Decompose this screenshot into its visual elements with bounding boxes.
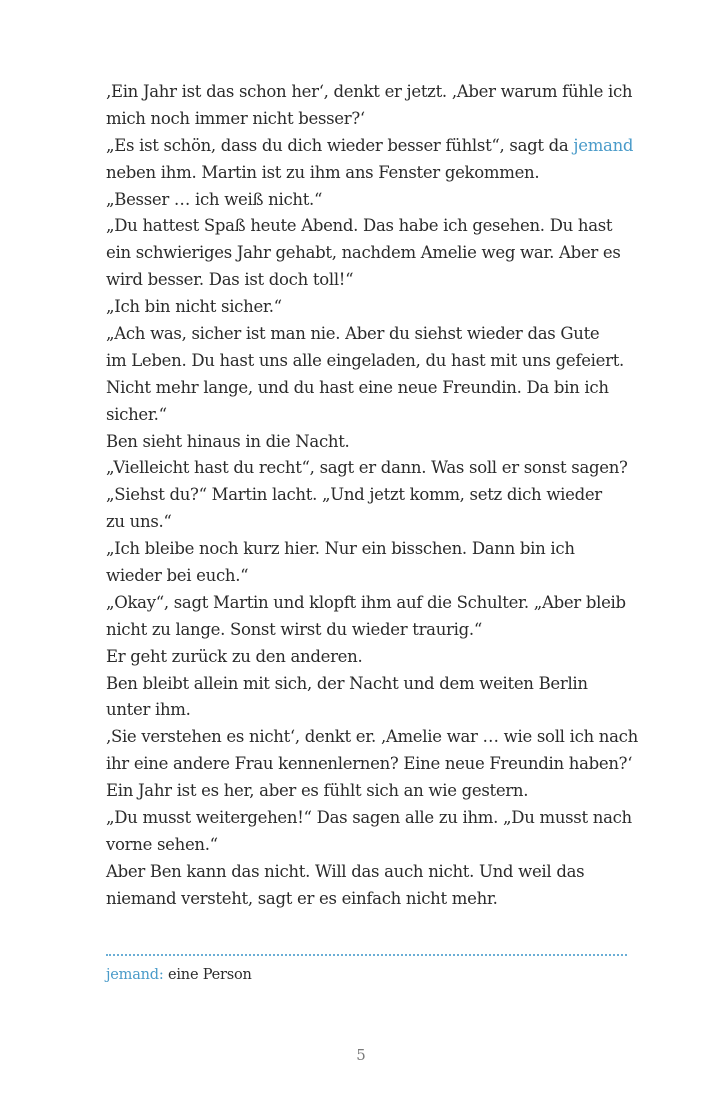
footnote-term: jemand:	[106, 967, 164, 983]
text-line: ein schwieriges Jahr gehabt, nachdem Amelie weg war. Aber es	[106, 243, 621, 263]
text-line: mich noch immer nicht besser?‘	[106, 108, 365, 128]
text-line: „Siehst du?“ Martin lacht. „Und jetzt komm, setz dich wieder	[106, 485, 602, 505]
text-line: ‚Sie verstehen es nicht‘, denkt er. ‚Amelie war … wie soll ich nach	[106, 727, 638, 747]
text-line: Er geht zurück zu den anderen.	[106, 646, 363, 666]
footnote-divider	[106, 954, 627, 956]
text-line: wieder bei euch.“	[106, 566, 249, 586]
text-line: Ein Jahr ist es her, aber es fühlt sich an wie gestern.	[106, 781, 529, 801]
text-line: niemand versteht, sagt er es einfach nicht mehr.	[106, 888, 498, 908]
glossary-link-jemand[interactable]: jemand	[573, 135, 634, 155]
text-line: vorne sehen.“	[106, 834, 218, 854]
text-line: sicher.“	[106, 404, 167, 424]
text-line: „Du hattest Spaß heute Abend. Das habe ich gesehen. Du hast	[106, 216, 613, 236]
story-text	[106, 79, 646, 913]
text-line: „Ach was, sicher ist man nie. Aber du siehst wieder das Gute	[106, 324, 600, 344]
glossary-footnote	[106, 964, 252, 986]
text-line	[106, 133, 646, 160]
text-line: Nicht mehr lange, und du hast eine neue Freundin. Da bin ich	[106, 377, 609, 397]
text-line: ‚Ein Jahr ist das schon her‘, denkt er jetzt. ‚Aber warum fühle ich	[106, 82, 633, 101]
text-line: „Ich bin nicht sicher.“	[106, 297, 282, 317]
text-line: „Okay“, sagt Martin und klopft ihm auf die Schulter. „Aber bleib	[106, 592, 626, 612]
text-line: ihr eine andere Frau kennenlernen? Eine neue Freundin haben?‘	[106, 754, 633, 774]
text-line: „Du musst weitergehen!“ Das sagen alle zu ihm. „Du musst nach	[106, 808, 632, 828]
text-line: Ben sieht hinaus in die Nacht.	[106, 431, 350, 451]
text-line: „Besser … ich weiß nicht.“	[106, 189, 323, 209]
text-line: im Leben. Du hast uns alle eingeladen, du hast mit uns gefeiert.	[106, 350, 624, 370]
text-segment: „Es ist schön, dass du dich wieder besser fühlst“, sagt da	[106, 135, 574, 155]
footnote-definition: eine Person	[163, 967, 252, 983]
text-line: wird besser. Das ist doch toll!“	[106, 270, 354, 290]
text-line: unter ihm.	[106, 700, 191, 720]
text-line: zu uns.“	[106, 512, 172, 532]
text-line: Ben bleibt allein mit sich, der Nacht und dem weiten Berlin	[106, 673, 588, 693]
text-line: „Vielleicht hast du recht“, sagt er dann. Was soll er sonst sagen?	[106, 458, 628, 478]
page-number: 5	[356, 1046, 366, 1064]
text-line: nicht zu lange. Sonst wirst du wieder traurig.“	[106, 619, 482, 639]
text-line: „Ich bleibe noch kurz hier. Nur ein bisschen. Dann bin ich	[106, 539, 575, 559]
text-line: Aber Ben kann das nicht. Will das auch nicht. Und weil das	[106, 861, 585, 881]
text-line: neben ihm. Martin ist zu ihm ans Fenster gekommen.	[106, 162, 540, 182]
